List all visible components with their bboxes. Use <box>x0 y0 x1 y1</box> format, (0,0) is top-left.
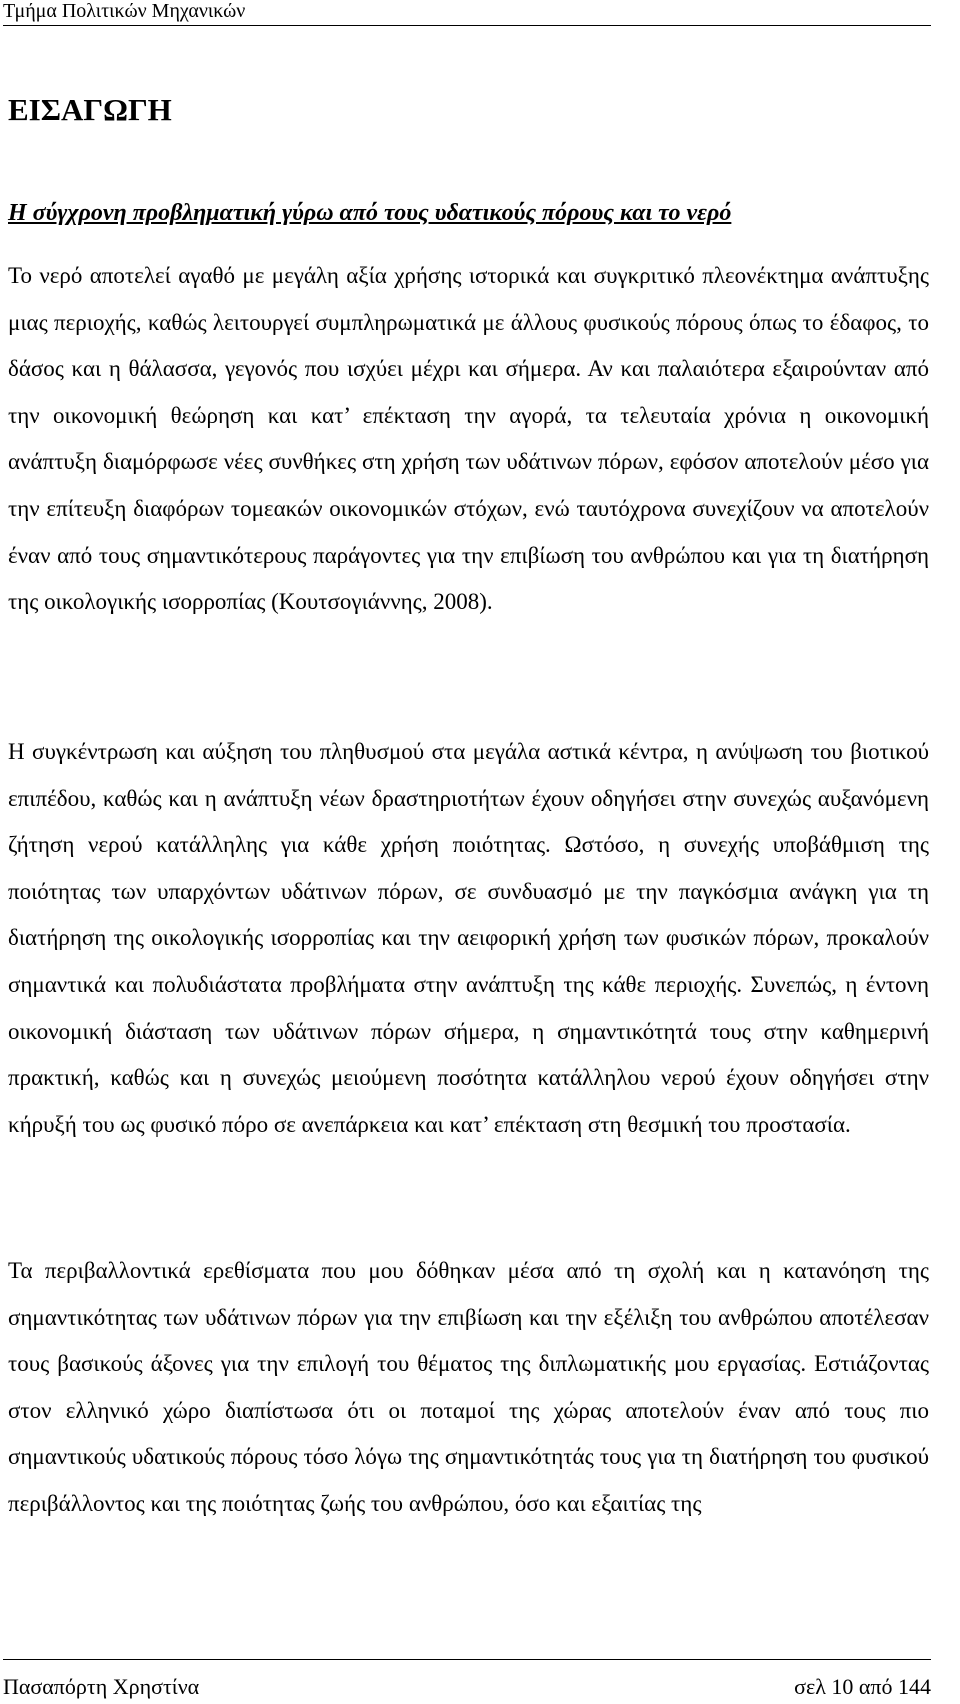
chapter-title: ΕΙΣΑΓΩΓΗ <box>8 92 172 127</box>
header-department: Τμήμα Πολιτικών Μηχανικών <box>3 0 246 22</box>
section-title: Η σύγχρονη προβληματική γύρω από τους υδατικούς πόρους και το νερό <box>8 200 732 226</box>
paragraph-2: Η συγκέντρωση και αύξηση του πληθυσμού στα μεγάλα αστικά κέντρα, η ανύψωση του βιοτικού επιπέδου, καθώς και η ανάπτυξη νέων δραστηριοτήτων έχουν οδηγήσει στην συνεχώς αυξανόμενη ζήτηση νερού κατάλληλης για κάθε χρήση ποιότητας. Ωστόσο, η συνεχής υποβάθμιση της ποιότητας των υπαρχόντων υδάτινων πόρων, σε συνδυασμό με την παγκόσμια ανάγκη για τη διατήρηση της οικολογικής ισορροπίας και την αειφορική χρήση των φυσικών πόρων, προκαλούν σημαντικά και πολυδιάστατα προβλήματα στην ανάπτυξη της κάθε περιοχής. Συνεπώς, η έντονη οικονομική διάσταση των υδάτινων πόρων σήμερα, η σημαντικότητά τους στην καθημερινή πρακτική, καθώς και η συνεχώς μειούμενη ποσότητα κατάλληλου νερού έχουν οδηγήσει στην κήρυξή του ως φυσικό πόρο σε ανεπάρκεια και κατ’ επέκταση στη θεσμική του προστασία. <box>8 739 929 1137</box>
footer-page-number: σελ 10 από 144 <box>794 1674 931 1699</box>
page-header <box>3 0 931 26</box>
paragraph-1: Το νερό αποτελεί αγαθό με μεγάλη αξία χρήσης ιστορικά και συγκριτικό πλεονέκτημα ανάπτυξης μιας περιοχής, καθώς λειτουργεί συμπληρωματικά με άλλους φυσικούς πόρους όπως το έδαφος, το δάσος και η θάλασσα, γεγονός που ισχύει μέχρι και σήμερα. Αν και παλαιότερα εξαιρούνταν από την οικονομική θεώρηση και κατ’ επέκταση την αγορά, τα τελευταία χρόνια η οικονομική ανάπτυξη διαμόρφωσε νέες συνθήκες στη χρήση των υδάτινων πόρων, εφόσον αποτελούν μέσο για την επίτευξη διαφόρων τομεακών οικονομικών στόχων, ενώ ταυτόχρονα συνεχίζουν να αποτελούν έναν από τους σημαντικότερους παράγοντες για την επιβίωση του ανθρώπου και για τη διατήρηση της οικολογικής ισορροπίας (Κουτσογιάννης, 2008). <box>8 263 929 615</box>
paragraph-3: Τα περιβαλλοντικά ερεθίσματα που μου δόθηκαν μέσα από τη σχολή και η κατανόηση της σημαντικότητας των υδάτινων πόρων για την επιβίωση και την εξέλιξη του ανθρώπου αποτέλεσαν τους βασικούς άξονες για την επιλογή του θέματος της διπλωματικής μου εργασίας. Εστιάζοντας στον ελληνικό χώρο διαπίστωσα ότι οι ποταμοί της χώρας αποτελούν έναν από τους πιο σημαντικούς υδατικούς πόρους τόσο λόγω της σημαντικότητάς τους για τη διατήρηση του φυσικού περιβάλλοντος και της ποιότητας ζωής του ανθρώπου, όσο και εξαιτίας της <box>8 1258 929 1516</box>
page-footer <box>3 1659 931 1704</box>
footer-author: Πασαπόρτη Χρηστίνα <box>3 1674 200 1699</box>
